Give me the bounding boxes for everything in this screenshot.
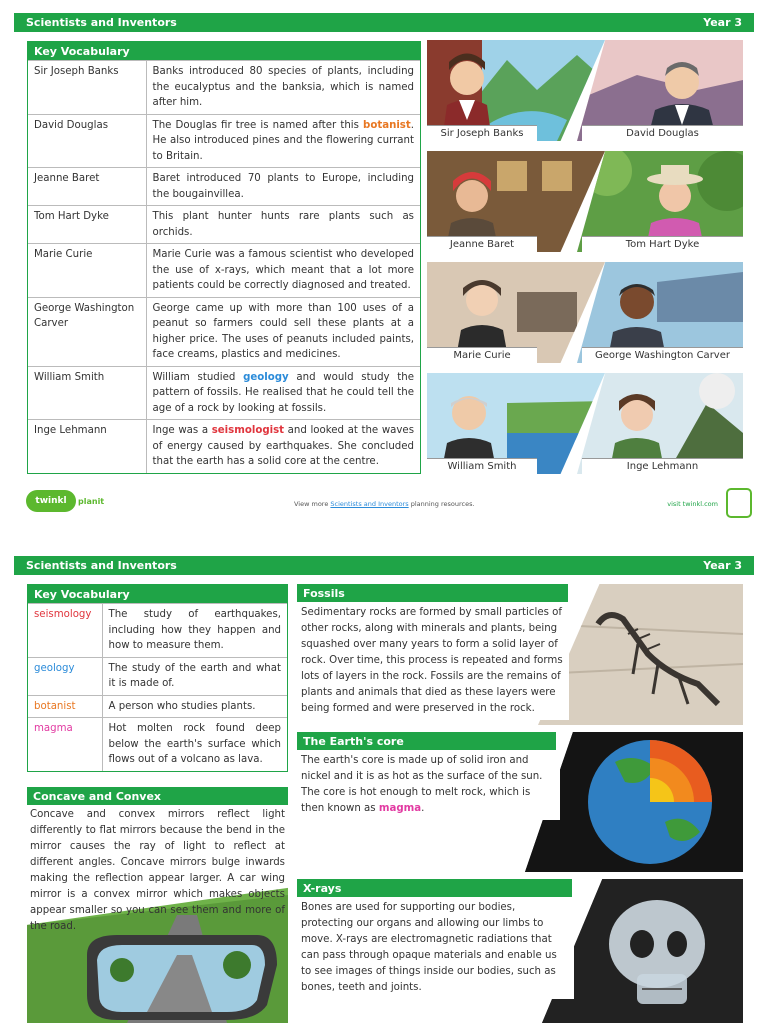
vocab-row (28, 366, 420, 420)
page1-vocab-title: Key Vocabulary (28, 42, 420, 60)
twinkl-logo[interactable]: twinkl (26, 490, 76, 512)
caption-william-smith: William Smith (427, 458, 537, 474)
vocab-term: George Washington Carver (28, 297, 146, 366)
vocab-term: Jeanne Baret (28, 168, 146, 206)
gallery-row (427, 262, 743, 363)
caption-marie-curie: Marie Curie (427, 347, 537, 363)
vocab-row (28, 604, 287, 658)
view-more-text (294, 500, 475, 508)
badge-icon (726, 488, 752, 518)
vocab-row (28, 168, 420, 206)
keyword-magma: magma (378, 803, 422, 814)
earth-core-section (297, 732, 743, 872)
view-more-after: planning resources. (408, 500, 475, 508)
vocab-definition (146, 244, 420, 298)
definition-text: Banks introduced 80 species of plants, including the eucalyptus and the banksia, which is named after him. (152, 66, 414, 108)
definition-text: This plant hunter hunts rare plants such as orchids. (152, 211, 414, 238)
gallery-row (427, 40, 743, 141)
vocab-row (28, 657, 287, 695)
view-more-link[interactable]: Scientists and Inventors (330, 500, 409, 508)
scientist-gallery (427, 40, 743, 484)
earth-core-text-pre: The earth's core is made up of solid iron and nickel and it is as hot as the surface of the sun. The core is hot enough to melt rock, which is then known as (301, 755, 543, 814)
definition-text: William studied (152, 371, 244, 383)
vocab-definition (146, 168, 420, 206)
vocab-definition (146, 420, 420, 473)
earth-core-text (297, 750, 560, 820)
vocab-term: David Douglas (28, 114, 146, 168)
vocab-term: Inge Lehmann (28, 420, 146, 473)
concave-title: Concave and Convex (27, 787, 288, 805)
earth-core-title: The Earth's core (297, 732, 556, 750)
vocab-term-botanist: botanist (28, 695, 102, 718)
xrays-section (297, 879, 743, 1023)
vocab-row (28, 297, 420, 366)
concave-text: Concave and convex mirrors reflect light differently to flat mirrors because the bend in the mirror causes the ray of light to reflect at different angles. Concave mirrors bulge inwards making the reflection appear larger. A car wing mirror is a convex mirror which makes objects appear smaller so you can see them and more of the road. (30, 809, 285, 932)
vocab-row (28, 114, 420, 168)
vocab-term: Marie Curie (28, 244, 146, 298)
page2-vocab-title: Key Vocabulary (28, 585, 287, 603)
earth-core-text-post: . (421, 803, 425, 814)
concave-convex-section (27, 787, 288, 1023)
vocab-row (28, 718, 287, 771)
definition-text: . He also introduced pines and the flowering currant to Britain. (152, 119, 414, 162)
vocab-row (28, 206, 420, 244)
page1-header (14, 13, 754, 32)
fossils-text: Sedimentary rocks are formed by small particles of other rocks, along with minerals and plants, being squashed over many years to form a solid layer of rock. Over time, this process is repeated and forms lots of layers in the rock. Fossils are the remains of plants and animals that died as these layers were being formed and were preserved in the rock. (297, 602, 569, 720)
vocab-row (28, 695, 287, 718)
vocab-term-seismology: seismology (28, 604, 102, 658)
definition-text: and looked at the waves of energy caused by earthquakes. She concluded that the earth has a solid core at the centre. (152, 425, 415, 467)
caption-joseph-banks: Sir Joseph Banks (427, 125, 537, 141)
vocab-definition (146, 114, 420, 168)
planit-logo: planit (78, 497, 105, 506)
vocab-definition: Hot molten rock found deep below the earth's surface which flows out of a volcano as lava. (102, 718, 287, 771)
site-link[interactable]: visit twinkl.com (667, 500, 718, 508)
vocab-definition: The study of the earth and what it is made of. (102, 657, 287, 695)
page1-header-year: Year 3 (703, 16, 742, 29)
fossils-title: Fossils (297, 584, 568, 602)
keyword-geology: geology (243, 371, 289, 383)
keyword-botanist: botanist (363, 119, 411, 131)
xrays-title: X-rays (297, 879, 572, 897)
caption-tom-hart-dyke: Tom Hart Dyke (582, 236, 743, 252)
caption-inge-lehmann: Inge Lehmann (582, 458, 743, 474)
vocab-term-magma: magma (28, 718, 102, 771)
vocab-definition (146, 366, 420, 420)
page2-header (14, 556, 754, 575)
gallery-row (427, 373, 743, 474)
vocab-term: Tom Hart Dyke (28, 206, 146, 244)
definition-text: Inge was a (152, 425, 212, 436)
vocab-term: William Smith (28, 366, 146, 420)
page2-vocab-table (27, 584, 288, 772)
vocab-row (28, 61, 420, 115)
definition-text: Baret introduced 70 plants to Europe, including the bougainvillea. (152, 173, 414, 200)
view-more-label: View more (294, 500, 331, 508)
page1-header-title: Scientists and Inventors (26, 16, 177, 29)
gallery-row (427, 151, 743, 252)
caption-george-washington-carver: George Washington Carver (582, 347, 743, 363)
vocab-definition (146, 61, 420, 115)
fossils-section (297, 584, 743, 725)
page2-header-title: Scientists and Inventors (26, 559, 177, 572)
vocab-definition (146, 297, 420, 366)
page2-header-year: Year 3 (703, 559, 742, 572)
page1-vocab-table (27, 41, 421, 474)
vocab-definition: The study of earthquakes, including how they happen and how to measure them. (102, 604, 287, 658)
vocab-definition: A person who studies plants. (102, 695, 287, 718)
vocab-row (28, 244, 420, 298)
xrays-text: Bones are used for supporting our bodies, protecting our organs and allowing our limbs to move. X-rays are electromagnetic radiations that can pass through opaque materials and enable us to see images of things inside our bodies, such as bones, teeth and joints. (297, 897, 574, 999)
vocab-term-geology: geology (28, 657, 102, 695)
caption-david-douglas: David Douglas (582, 125, 743, 141)
vocab-definition (146, 206, 420, 244)
definition-text: George came up with more than 100 uses of a peanut so farmers could sell these plants at a higher price. The uses of peanuts included paints, face creams, plastics and medicines. (152, 302, 414, 360)
definition-text: The Douglas fir tree is named after this (152, 119, 364, 131)
vocab-term: Sir Joseph Banks (28, 61, 146, 115)
page1-footer (14, 486, 754, 522)
definition-text: and would study the pattern of fossils. He realised that he could tell the age of a rock by looking at fossils. (152, 371, 414, 414)
page-2 (0, 545, 768, 1024)
vocab-row (28, 420, 420, 473)
definition-text: Marie Curie was a famous scientist who developed the use of x-rays, which meant that a lot more patients could be correctly diagnosed and treated. (152, 249, 414, 291)
caption-jeanne-baret: Jeanne Baret (427, 236, 537, 252)
keyword-seismologist: seismologist (211, 425, 285, 436)
